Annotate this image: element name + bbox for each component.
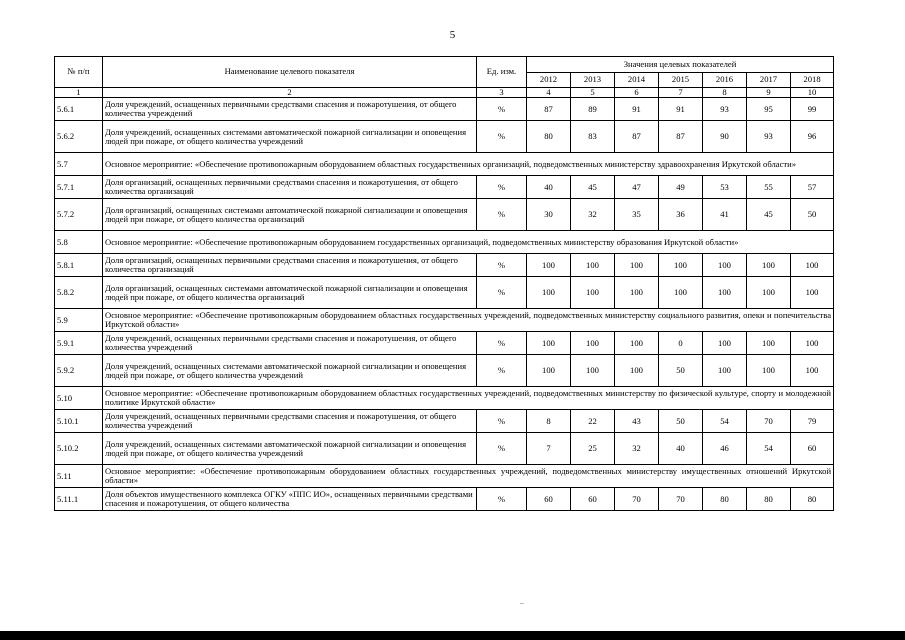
indicator-name: Доля учреждений, оснащенных системами автоматической пожарной сигнализации и оповещения людей при пожаре, от общего количества учреждений <box>103 355 477 387</box>
indicator-value: 0 <box>659 332 703 355</box>
header-unit: Ед. изм. <box>477 57 527 88</box>
indicator-row <box>55 410 834 433</box>
header-row-top <box>55 57 834 73</box>
indicator-value: 100 <box>527 355 571 387</box>
indicator-row <box>55 488 834 511</box>
indicator-value: 87 <box>615 121 659 153</box>
column-index-cell: 6 <box>615 88 659 98</box>
header-year: 2018 <box>791 72 834 88</box>
header-year: 2016 <box>703 72 747 88</box>
main-activity-text: Основное мероприятие: «Обеспечение противопожарным оборудованием областных государственных учреждений, подведомственных министерству социального развития, опеки и попечительства Иркутской области» <box>103 309 834 332</box>
indicator-value: 100 <box>615 332 659 355</box>
indicator-unit: % <box>477 98 527 121</box>
indicator-name: Доля учреждений, оснащенных первичными средствами спасения и пожаротушения, от общего количества учреждений <box>103 98 477 121</box>
header-year: 2013 <box>571 72 615 88</box>
column-index-cell: 8 <box>703 88 747 98</box>
indicator-value: 45 <box>747 199 791 231</box>
indicator-value: 80 <box>703 488 747 511</box>
indicator-value: 95 <box>747 98 791 121</box>
row-number: 5.9 <box>55 309 103 332</box>
indicator-name: Доля организаций, оснащенных первичными средствами спасения и пожаротушения, от общего количества организаций <box>103 176 477 199</box>
indicator-value: 55 <box>747 176 791 199</box>
indicator-value: 50 <box>659 410 703 433</box>
indicator-unit: % <box>477 410 527 433</box>
indicator-unit: % <box>477 433 527 465</box>
indicator-value: 45 <box>571 176 615 199</box>
indicator-value: 32 <box>571 199 615 231</box>
indicator-value: 89 <box>571 98 615 121</box>
indicator-value: 8 <box>527 410 571 433</box>
indicator-value: 100 <box>703 277 747 309</box>
indicator-value: 70 <box>659 488 703 511</box>
indicator-value: 41 <box>703 199 747 231</box>
header-year: 2012 <box>527 72 571 88</box>
indicator-value: 40 <box>659 433 703 465</box>
indicator-value: 54 <box>703 410 747 433</box>
indicator-value: 99 <box>791 98 834 121</box>
indicator-value: 100 <box>615 254 659 277</box>
row-number: 5.7 <box>55 153 103 176</box>
indicator-value: 100 <box>703 332 747 355</box>
column-index-cell: 9 <box>747 88 791 98</box>
indicator-value: 100 <box>747 332 791 355</box>
indicator-value: 93 <box>747 121 791 153</box>
header-num: № п/п <box>55 57 103 88</box>
row-number: 5.8.1 <box>55 254 103 277</box>
row-number: 5.7.1 <box>55 176 103 199</box>
indicator-value: 87 <box>659 121 703 153</box>
row-number: 5.6.1 <box>55 98 103 121</box>
indicator-value: 50 <box>791 199 834 231</box>
indicator-name: Доля организаций, оснащенных системами автоматической пожарной сигнализации и оповещения людей при пожаре, от общего количества организаций <box>103 277 477 309</box>
indicator-value: 96 <box>791 121 834 153</box>
indicator-value: 100 <box>791 277 834 309</box>
main-activity-row <box>55 153 834 176</box>
indicator-value: 100 <box>659 277 703 309</box>
indicator-value: 100 <box>747 277 791 309</box>
indicator-unit: % <box>477 199 527 231</box>
indicator-value: 100 <box>527 277 571 309</box>
indicator-unit: % <box>477 332 527 355</box>
indicator-name: Доля учреждений, оснащенных первичными средствами спасения и пожаротушения, от общего количества учреждений <box>103 410 477 433</box>
indicator-row <box>55 176 834 199</box>
indicator-name: Доля объектов имущественного комплекса ОГКУ «ППС ИО», оснащенных первичными средствами спасения и пожаротушения, от общего количества <box>103 488 477 511</box>
row-number: 5.11 <box>55 465 103 488</box>
indicator-value: 100 <box>571 355 615 387</box>
indicator-value: 60 <box>527 488 571 511</box>
column-index-cell: 10 <box>791 88 834 98</box>
indicator-value: 80 <box>527 121 571 153</box>
indicator-unit: % <box>477 254 527 277</box>
indicator-name: Доля учреждений, оснащенных системами автоматической пожарной сигнализации и оповещения людей при пожаре, от общего количества учреждений <box>103 433 477 465</box>
indicator-unit: % <box>477 176 527 199</box>
column-index-cell: 5 <box>571 88 615 98</box>
header-year: 2014 <box>615 72 659 88</box>
row-number: 5.11.1 <box>55 488 103 511</box>
indicator-value: 100 <box>527 254 571 277</box>
indicator-value: 79 <box>791 410 834 433</box>
row-number: 5.6.2 <box>55 121 103 153</box>
column-index-cell: 7 <box>659 88 703 98</box>
indicator-value: 100 <box>659 254 703 277</box>
indicator-value: 35 <box>615 199 659 231</box>
indicator-value: 22 <box>571 410 615 433</box>
indicator-row <box>55 199 834 231</box>
indicator-value: 100 <box>791 355 834 387</box>
main-activity-row <box>55 465 834 488</box>
indicator-value: 100 <box>791 332 834 355</box>
indicator-unit: % <box>477 488 527 511</box>
indicator-value: 70 <box>615 488 659 511</box>
column-index-cell: 2 <box>103 88 477 98</box>
indicator-value: 47 <box>615 176 659 199</box>
main-activity-text: Основное мероприятие: «Обеспечение противопожарным оборудованием областных государственных учреждений, подведомственных министерству по физической культуре, спорту и молодежной политике Иркутской области» <box>103 387 834 410</box>
indicator-value: 43 <box>615 410 659 433</box>
indicator-value: 100 <box>703 355 747 387</box>
column-index-row <box>55 88 834 98</box>
indicator-value: 100 <box>615 355 659 387</box>
indicator-value: 93 <box>703 98 747 121</box>
table-body <box>55 88 834 511</box>
header-values-group: Значения целевых показателей <box>527 57 834 73</box>
indicator-unit: % <box>477 121 527 153</box>
header-name: Наименование целевого показателя <box>103 57 477 88</box>
indicator-value: 100 <box>571 332 615 355</box>
indicator-value: 7 <box>527 433 571 465</box>
indicator-value: 100 <box>703 254 747 277</box>
indicator-value: 100 <box>571 277 615 309</box>
indicator-value: 53 <box>703 176 747 199</box>
indicator-value: 25 <box>571 433 615 465</box>
indicator-value: 100 <box>791 254 834 277</box>
row-number: 5.10.1 <box>55 410 103 433</box>
indicator-value: 91 <box>659 98 703 121</box>
main-activity-row <box>55 309 834 332</box>
indicator-value: 100 <box>527 332 571 355</box>
indicator-name: Доля учреждений, оснащенных первичными средствами спасения и пожаротушения, от общего количества учреждений <box>103 332 477 355</box>
scan-bottom-edge <box>0 631 905 640</box>
indicator-value: 80 <box>791 488 834 511</box>
column-index-cell: 1 <box>55 88 103 98</box>
row-number: 5.10.2 <box>55 433 103 465</box>
indicator-row <box>55 332 834 355</box>
row-number: 5.8.2 <box>55 277 103 309</box>
indicator-value: 100 <box>747 254 791 277</box>
target-indicators-table <box>54 56 834 511</box>
indicator-value: 30 <box>527 199 571 231</box>
indicator-value: 80 <box>747 488 791 511</box>
indicator-unit: % <box>477 355 527 387</box>
header-year: 2015 <box>659 72 703 88</box>
indicator-value: 46 <box>703 433 747 465</box>
indicator-row <box>55 277 834 309</box>
indicator-value: 57 <box>791 176 834 199</box>
indicator-value: 32 <box>615 433 659 465</box>
indicator-name: Доля организаций, оснащенных первичными средствами спасения и пожаротушения, от общего количества организаций <box>103 254 477 277</box>
main-activity-text: Основное мероприятие: «Обеспечение противопожарным оборудованием областных государственных организаций, подведомственных министерству здравоохранения Иркутской области» <box>103 153 834 176</box>
indicator-row <box>55 98 834 121</box>
indicator-value: 40 <box>527 176 571 199</box>
main-activity-row <box>55 231 834 254</box>
indicator-value: 87 <box>527 98 571 121</box>
indicator-value: 91 <box>615 98 659 121</box>
scan-artifact <box>520 603 524 604</box>
indicator-row <box>55 121 834 153</box>
row-number: 5.9.2 <box>55 355 103 387</box>
column-index-cell: 4 <box>527 88 571 98</box>
indicator-value: 90 <box>703 121 747 153</box>
indicator-value: 100 <box>615 277 659 309</box>
indicator-name: Доля учреждений, оснащенных системами автоматической пожарной сигнализации и оповещения людей при пожаре, от общего количества учреждений <box>103 121 477 153</box>
main-activity-text: Основное мероприятие: «Обеспечение противопожарным оборудованием государственных организаций, подведомственных министерству образования Иркутской области» <box>103 231 834 254</box>
indicator-value: 100 <box>571 254 615 277</box>
row-number: 5.7.2 <box>55 199 103 231</box>
indicator-value: 83 <box>571 121 615 153</box>
indicator-value: 70 <box>747 410 791 433</box>
main-activity-text: Основное мероприятие: «Обеспечение противопожарным оборудованием областных государственных учреждений, подведомственных министерству имущественных отношений Иркутской области» <box>103 465 834 488</box>
indicator-value: 60 <box>571 488 615 511</box>
indicator-unit: % <box>477 277 527 309</box>
indicator-value: 54 <box>747 433 791 465</box>
indicator-value: 50 <box>659 355 703 387</box>
row-number: 5.9.1 <box>55 332 103 355</box>
row-number: 5.10 <box>55 387 103 410</box>
page-number: 5 <box>449 29 456 41</box>
indicator-value: 36 <box>659 199 703 231</box>
indicator-value: 100 <box>747 355 791 387</box>
indicator-row <box>55 254 834 277</box>
header-year: 2017 <box>747 72 791 88</box>
indicator-value: 60 <box>791 433 834 465</box>
column-index-cell: 3 <box>477 88 527 98</box>
indicator-name: Доля организаций, оснащенных системами автоматической пожарной сигнализации и оповещения людей при пожаре, от общего количества организаций <box>103 199 477 231</box>
main-activity-row <box>55 387 834 410</box>
indicator-row <box>55 355 834 387</box>
indicator-value: 49 <box>659 176 703 199</box>
indicator-row <box>55 433 834 465</box>
row-number: 5.8 <box>55 231 103 254</box>
